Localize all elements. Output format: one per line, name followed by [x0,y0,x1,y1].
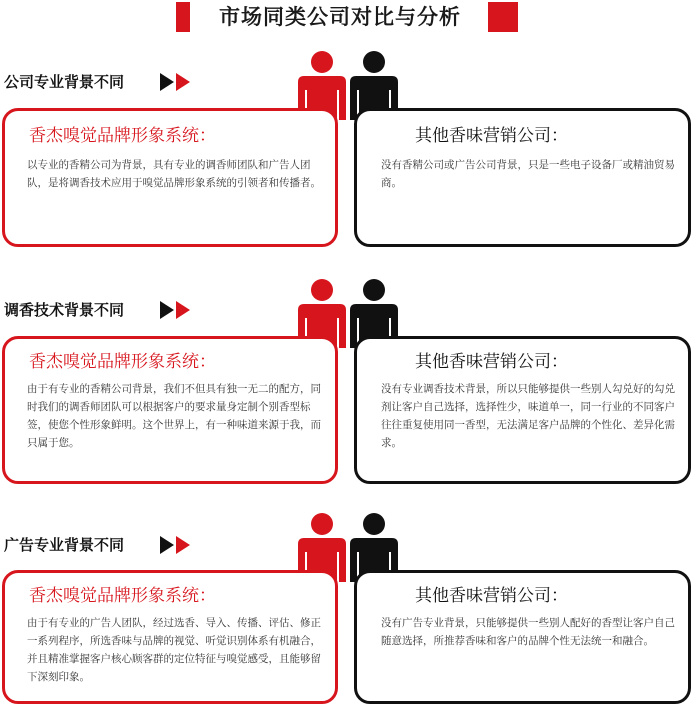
comparison-card-right-1 [354,108,691,247]
card-text: 没有香精公司或广告公司背景，只是一些电子设备厂或精油贸易商。 [381,159,675,189]
comparison-card-right-3 [354,570,691,704]
card-title: 香杰嗅觉品牌形象系统： [29,352,216,372]
section-heading-2: 调香技术背景不同 [4,301,125,319]
comparison-card-right-2 [354,336,691,484]
comparison-card-left-1 [2,108,338,247]
title-banner [0,0,694,40]
card-title: 其他香味营销公司： [415,126,568,146]
card-text: 以专业的香精公司为背景，具有专业的调香师团队和广告人团队，是将调香技术应用于嗅觉品牌形象系统的引领者和传播者。 [27,159,321,189]
section-heading-1: 公司专业背景不同 [4,73,125,91]
card-text: 没有专业调香技术背景，所以只能够提供一些别人勾兑好的勾兑剂让客户自己选择，选择性少，味道单一，同一行业的不同客户往往重复使用同一香型，无法满足客户品牌的个性化、差异化需求。 [381,383,675,449]
title-accent-right [488,2,518,32]
card-text: 没有广告专业背景，只能够提供一些别人配好的香型让客户自己随意选择，所推荐香味和客户的品牌个性无法统一和融合。 [381,617,675,647]
card-title: 其他香味营销公司： [415,352,568,372]
card-title: 其他香味营销公司： [415,586,568,606]
card-title: 香杰嗅觉品牌形象系统： [29,126,216,146]
title-accent-left [176,2,190,32]
section-heading-3: 广告专业背景不同 [4,536,125,554]
card-text: 由于有专业的广告人团队，经过选香、导入、传播、评估、修正一系列程序，所选香味与品牌的视觉、听觉识别体系有机融合，并且精准掌握客户核心顾客群的定位特征与嗅觉感受，且能够留下深刻印象。 [27,617,321,683]
comparison-card-left-2 [2,336,338,484]
card-text: 由于有专业的香精公司背景，我们不但具有独一无二的配方，同时我们的调香师团队可以根据客户的要求量身定制个别香型标签，使您个性形象鲜明。这个世界上，有一种味道来源于我，而只属于您。 [27,383,321,449]
comparison-card-left-3 [2,570,338,704]
card-title: 香杰嗅觉品牌形象系统： [29,586,216,606]
page-title: 市场同类公司对比与分析 [219,5,461,29]
